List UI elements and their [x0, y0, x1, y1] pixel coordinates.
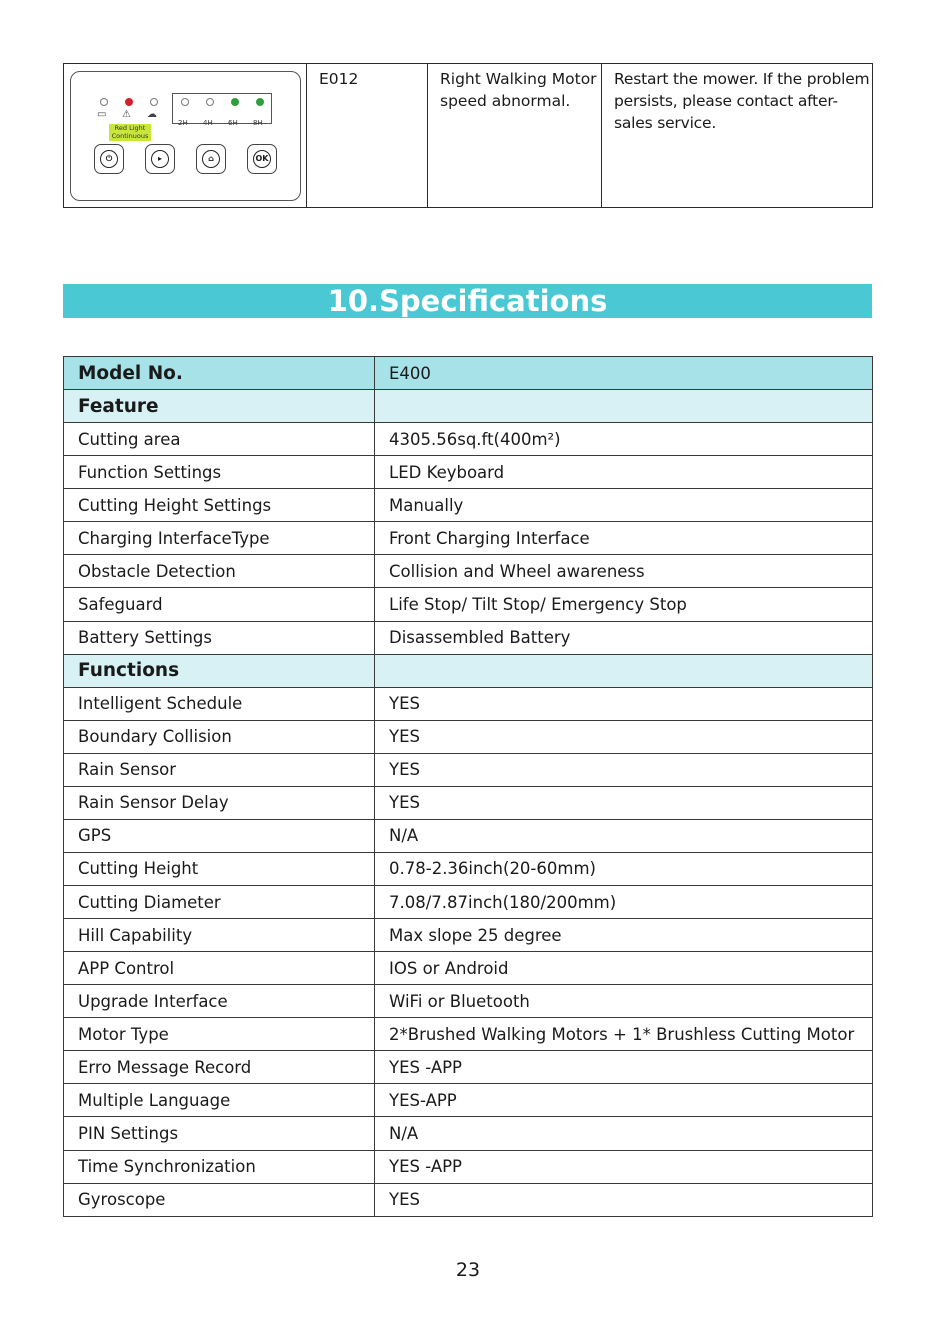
spec-row — [64, 555, 873, 588]
rain-led — [150, 98, 158, 106]
spec-row — [64, 819, 873, 852]
spec-value: Life Stop/ Tilt Stop/ Emergency Stop — [375, 588, 873, 621]
timer-label-2h: 2H — [178, 119, 188, 127]
spec-key: Battery Settings — [64, 621, 375, 654]
warning-led — [125, 98, 133, 106]
spec-value: LED Keyboard — [375, 456, 873, 489]
battery-led — [100, 98, 108, 106]
spec-row — [64, 489, 873, 522]
spec-value: Front Charging Interface — [375, 522, 873, 555]
spec-value: IOS or Android — [375, 952, 873, 985]
timer-led-8h — [256, 98, 264, 106]
rain-sensor-icon: ☁ — [147, 109, 157, 120]
section-row — [64, 654, 873, 687]
spec-value: 2*Brushed Walking Motors + 1* Brushless Cutting Motor — [375, 1018, 873, 1051]
spec-row — [64, 423, 873, 456]
spec-key: Hill Capability — [64, 919, 375, 952]
timer-label-6h: 6H — [228, 119, 238, 127]
spec-value: YES — [375, 687, 873, 720]
spec-value: Collision and Wheel awareness — [375, 555, 873, 588]
spec-key: GPS — [64, 819, 375, 852]
spec-value: Manually — [375, 489, 873, 522]
spec-row — [64, 1183, 873, 1216]
timer-led-6h — [231, 98, 239, 106]
spec-row — [64, 886, 873, 919]
spec-key: Boundary Collision — [64, 720, 375, 753]
error-code: E012 — [307, 64, 428, 208]
battery-icon: ▭ — [97, 109, 107, 120]
warning-icon: ⚠ — [122, 109, 131, 120]
play-button — [145, 144, 175, 174]
spec-key: Upgrade Interface — [64, 985, 375, 1018]
home-button — [196, 144, 226, 174]
ok-button — [247, 144, 277, 174]
spec-key: Rain Sensor Delay — [64, 786, 375, 819]
spec-row — [64, 522, 873, 555]
spec-value: N/A — [375, 1117, 873, 1150]
section-blank — [375, 390, 873, 423]
spec-key: Time Synchronization — [64, 1150, 375, 1183]
spec-row — [64, 456, 873, 489]
spec-value: N/A — [375, 819, 873, 852]
spec-key: Safeguard — [64, 588, 375, 621]
spec-key: Cutting Height Settings — [64, 489, 375, 522]
spec-value: YES — [375, 786, 873, 819]
model-value: E400 — [375, 357, 873, 390]
spec-value: 4305.56sq.ft(400m²) — [375, 423, 873, 456]
spec-row — [64, 720, 873, 753]
spec-value: Max slope 25 degree — [375, 919, 873, 952]
spec-value: YES -APP — [375, 1051, 873, 1084]
spec-value: WiFi or Bluetooth — [375, 985, 873, 1018]
section-title: Functions — [64, 654, 375, 687]
home-icon: ⌂ — [202, 150, 220, 168]
spec-key: Cutting Height — [64, 852, 375, 885]
spec-row — [64, 985, 873, 1018]
section-title: Feature — [64, 390, 375, 423]
timer-label-8h: 8H — [253, 119, 263, 127]
spec-key: Intelligent Schedule — [64, 687, 375, 720]
spec-row — [64, 1051, 873, 1084]
page-number: 23 — [455, 1259, 481, 1281]
spec-row — [64, 753, 873, 786]
spec-row — [64, 852, 873, 885]
spec-row — [64, 1084, 873, 1117]
spec-key: Gyroscope — [64, 1183, 375, 1216]
spec-row — [64, 621, 873, 654]
timer-led-2h — [181, 98, 189, 106]
spec-value: YES-APP — [375, 1084, 873, 1117]
section-blank — [375, 654, 873, 687]
spec-value: YES — [375, 1183, 873, 1216]
spec-row — [64, 687, 873, 720]
section-heading: 10.Specifications — [63, 284, 872, 318]
spec-value: YES — [375, 720, 873, 753]
spec-key: Function Settings — [64, 456, 375, 489]
spec-key: Rain Sensor — [64, 753, 375, 786]
spec-row — [64, 588, 873, 621]
spec-value: YES — [375, 753, 873, 786]
spec-key: Motor Type — [64, 1018, 375, 1051]
spec-row — [64, 919, 873, 952]
spec-value: YES -APP — [375, 1150, 873, 1183]
spec-row — [64, 786, 873, 819]
spec-key: Obstacle Detection — [64, 555, 375, 588]
spec-value: Disassembled Battery — [375, 621, 873, 654]
spec-key: Cutting Diameter — [64, 886, 375, 919]
spec-value: 0.78-2.36inch(20-60mm) — [375, 852, 873, 885]
error-description: Right Walking Motor speed abnormal. — [428, 64, 602, 208]
red-light-continuous-tag: Red Light Continuous — [109, 124, 151, 141]
spec-row — [64, 1150, 873, 1183]
model-label: Model No. — [64, 357, 375, 390]
power-icon: ⏻ — [100, 150, 118, 168]
spec-key: Cutting area — [64, 423, 375, 456]
timer-label-4h: 4H — [203, 119, 213, 127]
error-row — [64, 64, 873, 208]
timer-led-4h — [206, 98, 214, 106]
spec-key: PIN Settings — [64, 1117, 375, 1150]
play-icon: ▸ — [151, 150, 169, 168]
ok-icon: OK — [253, 150, 271, 168]
model-row — [64, 357, 873, 390]
spec-key: Charging InterfaceType — [64, 522, 375, 555]
spec-key: APP Control — [64, 952, 375, 985]
specifications-body — [64, 357, 873, 1217]
spec-value: 7.08/7.87inch(180/200mm) — [375, 886, 873, 919]
spec-key: Multiple Language — [64, 1084, 375, 1117]
spec-row — [64, 1117, 873, 1150]
spec-key: Erro Message Record — [64, 1051, 375, 1084]
power-button — [94, 144, 124, 174]
spec-row — [64, 952, 873, 985]
section-row — [64, 390, 873, 423]
indicator-cell — [64, 64, 307, 208]
control-panel-illustration — [70, 71, 301, 201]
error-solution: Restart the mower. If the problem persists, please contact after-sales service. — [602, 64, 873, 208]
specifications-table — [63, 356, 873, 1217]
error-code-table — [63, 63, 873, 208]
spec-row — [64, 1018, 873, 1051]
